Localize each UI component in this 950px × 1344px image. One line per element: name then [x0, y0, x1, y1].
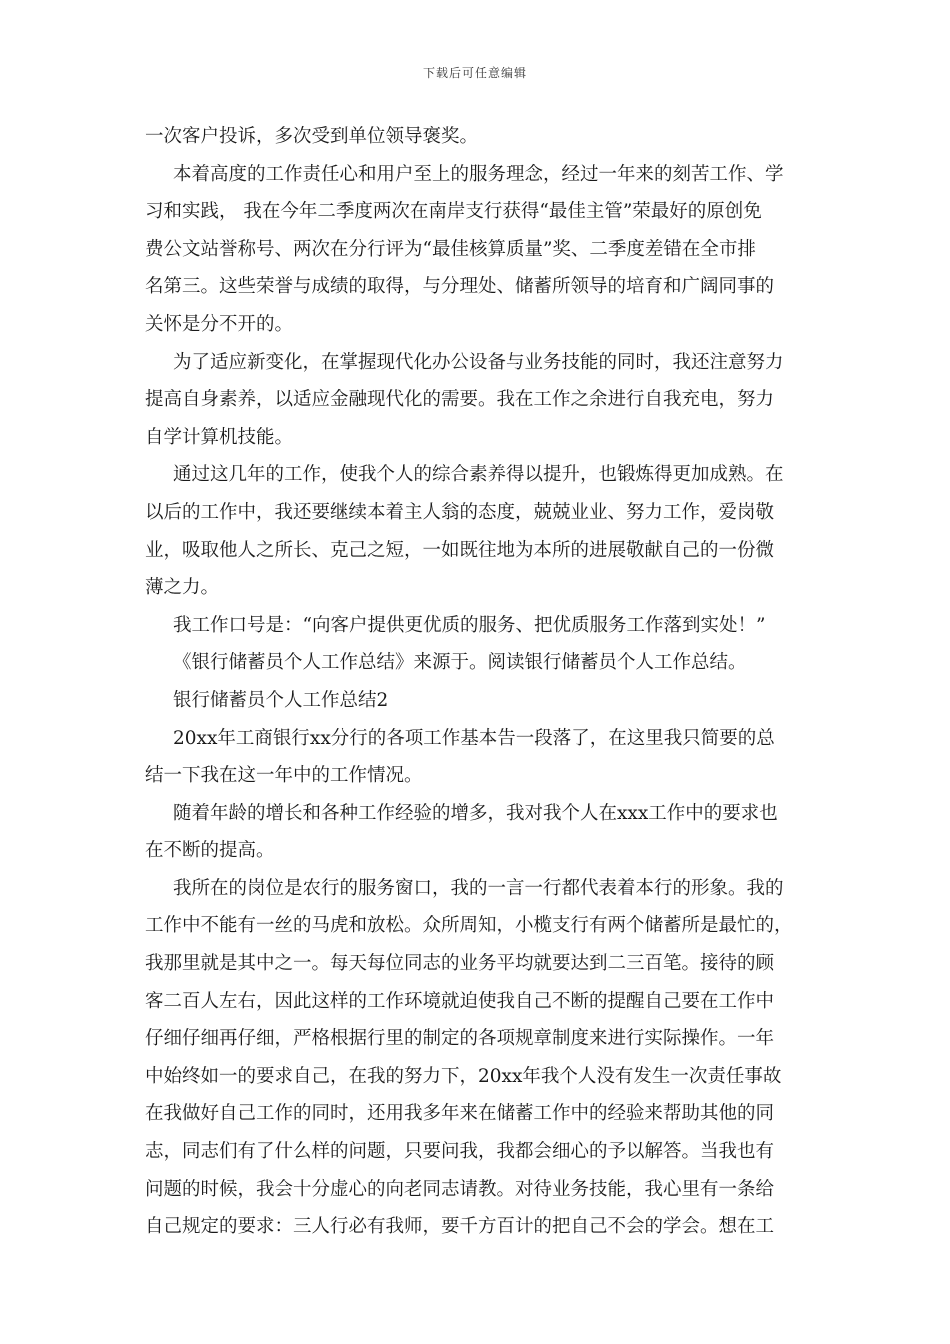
text-line: 费公文站誉称号、两次在分行评为“最佳核算质量”奖、二季度差错在全市排 [145, 238, 756, 260]
text-line: 为了适应新变化，在掌握现代化办公设备与业务技能的同时，我还注意努力 [173, 351, 784, 373]
text-line: 在不断的提高。 [145, 840, 275, 862]
text-line: 提高自身素养，以适应金融现代化的需要。我在工作之余进行自我充电，努力 [145, 389, 775, 411]
text-line: 中始终如一的要求自己，在我的努力下，20xx年我个人没有发生一次责任事故 [145, 1065, 782, 1087]
text-line: 关怀是分不开的。 [145, 313, 294, 335]
text-line: 我工作口号是：“向客户提供更优质的服务、把优质服务工作落到实处！” [173, 614, 766, 636]
text-line: 我所在的岗位是农行的服务窗口，我的一言一行都代表着本行的形象。我的 [173, 877, 784, 899]
text-line: 以后的工作中，我还要继续本着主人翁的态度，兢兢业业、努力工作，爱岗敬 [145, 501, 775, 523]
text-line: 《银行储蓄员个人工作总结》来源于。阅读银行储蓄员个人工作总结。 [173, 652, 747, 674]
text-line: 自学计算机技能。 [145, 426, 294, 448]
text-line: 问题的时候，我会十分虚心的向老同志请教。对待业务技能，我心里有一条给 [145, 1178, 775, 1200]
text-line: 结一下我在这一年中的工作情况。 [145, 765, 423, 787]
header-note: 下载后可任意编辑 [422, 66, 527, 80]
text-line: 银行储蓄员个人工作总结2 [173, 689, 389, 711]
text-line: 业，吸取他人之所长、克己之短，一如既往地为本所的进展敬献自己的一份微 [145, 539, 775, 561]
text-line: 仔细仔细再仔细，严格根据行里的制定的各项规章制度来进行实际操作。一年 [145, 1028, 775, 1050]
text-line: 习和实践， 我在今年二季度两次在南岸支行获得“最佳主管”荣最好的原创免 [145, 201, 762, 223]
text-line: 我那里就是其中之一。每天每位同志的业务平均就要达到二三百笔。接待的顾 [145, 953, 775, 975]
body-text [145, 118, 810, 1246]
text-line: 20xx年工商银行xx分行的各项工作基本告一段落了，在这里我只简要的总 [173, 727, 775, 749]
text-line: 薄之力。 [145, 577, 220, 599]
text-line: 一次客户投诉，多次受到单位领导褒奖。 [145, 126, 479, 147]
text-line: 名第三。这些荣誉与成绩的取得，与分理处、储蓄所领导的培育和广阔同事的 [145, 276, 775, 298]
text-line: 在我做好自己工作的同时，还用我多年来在储蓄工作中的经验来帮助其他的同 [145, 1103, 775, 1125]
text-line: 工作中不能有一丝的马虎和放松。众所周知，小榄支行有两个储蓄所是最忙的， [145, 915, 793, 937]
text-line: 志，同志们有了什么样的问题，只要问我，我都会细心的予以解答。当我也有 [145, 1141, 775, 1163]
text-line: 随着年龄的增长和各种工作经验的增多，我对我个人在xxx工作中的要求也 [173, 802, 778, 824]
text-line: 客二百人左右，因此这样的工作环境就迫使我自己不断的提醒自己要在工作中 [145, 990, 775, 1012]
text-line: 自己规定的要求：三人行必有我师，要千方百计的把自己不会的学会。想在工 [145, 1216, 775, 1238]
text-line: 本着高度的工作责任心和用户至上的服务理念，经过一年来的刻苦工作、学 [173, 163, 784, 185]
text-line: 通过这几年的工作，使我个人的综合素养得以提升，也锻炼得更加成熟。在 [173, 464, 784, 486]
